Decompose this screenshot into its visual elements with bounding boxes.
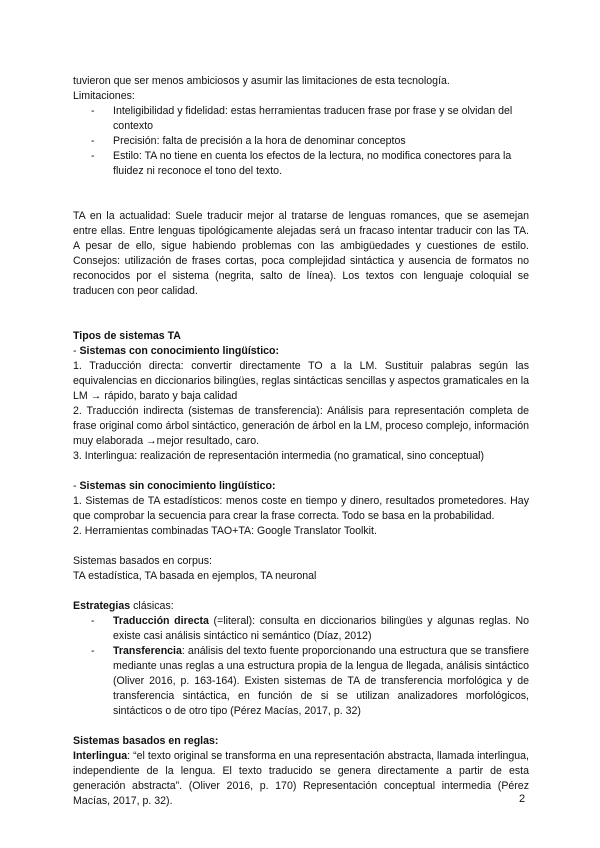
section-heading-tipos: Tipos de sistemas TA	[73, 330, 181, 342]
term: Traducción directa	[113, 615, 209, 627]
definition: : análisis del texto fuente proporcionando una estructura que se transfiere mediante unas reglas a una estructura propia de la lengua de llegada, análisis sintáctico (Oliver 2016, p. 163-164). Existen sistemas de TA de transferencia morfológica y de transferencia sintáctica, en función de si se utilizan analizadores morfológicos, sintácticos o de otro tipo (Pérez Macías, 2017, p. 32)	[113, 645, 529, 717]
list-item: - Estilo: TA no tiene en cuenta los efectos de la lectura, no modifica conectores para la fluidez ni reconoce el tono del texto.	[73, 149, 529, 179]
subheading-con-label: Sistemas con conocimiento lingüístico:	[79, 345, 280, 357]
list-item: 1. Sistemas de TA estadísticos: menos coste en tiempo y dinero, resultados prometedores. Hay que comprobar la secuencia para crear la frase correcta. Todo se basa en la probabilidad.	[73, 495, 529, 522]
subheading-sin-label: Sistemas sin conocimiento lingüístico:	[79, 480, 276, 492]
estrategias-heading-rest: clásicas:	[130, 600, 174, 612]
estrategias-heading	[73, 599, 529, 614]
paragraph-actualidad: TA en la actualidad: Suele traducir mejor al tratarse de lenguas romances, que se asemejan entre ellas. Entre lenguas tipológicamente alejadas será un fracaso intentar traducir con las TA. A pesar de ello, sigue habiendo problemas con las ambigüedades y cuestiones de estilo. Consejos: utilización de frases cortas, poca complejidad sintáctica y ausencia de formatos no reconocidos por el sistema (negrita, salto de línea). Los textos con lenguaje coloquial se traducen con peor calidad.	[73, 210, 529, 297]
corpus-text: TA estadística, TA basada en ejemplos, TA neuronal	[73, 570, 317, 582]
list-item: 2. Herramientas combinadas TAO+TA: Google Translator Toolkit.	[73, 525, 377, 537]
limitaciones-label: Limitaciones:	[73, 90, 135, 102]
list-item: 1. Traducción directa: convertir directamente TO a la LM. Sustituir palabras según las equivalencias en diccionarios bilingües, reglas sintácticas sencillas y aspectos gramaticales en la LM → rápido, barato y baja calidad	[73, 360, 529, 402]
definition: : “el texto original se transforma en una representación abstracta, llamada interlingua, independiente de la lengua. El texto traducido se genera directamente a partir de esta generación abstracta”. (Oliver 2016, p. 170) Representación conceptual intermedia (Pérez Macías, 2017, p. 32).	[73, 750, 529, 807]
dash-prefix: -	[73, 345, 80, 357]
term: Transferencia	[113, 645, 182, 657]
reglas-heading: Sistemas basados en reglas:	[73, 735, 219, 747]
list-item: - Precisión: falta de precisión a la hora de denominar conceptos	[73, 134, 529, 149]
estrategias-list	[73, 614, 529, 719]
limitaciones-list	[73, 104, 529, 179]
list-item: 3. Interlingua: realización de representación intermedia (no gramatical, sino conceptual)	[73, 450, 485, 462]
estrategias-heading-bold: Estrategias	[73, 600, 131, 612]
term: Interlingua	[73, 750, 128, 762]
subheading-con-conocimiento	[73, 344, 529, 359]
list-item	[73, 614, 529, 644]
list-item: 2. Traducción indirecta (sistemas de transferencia): Análisis para representación completa de frase original como árbol sintáctico, generación de árbol en la LM, proceso complejo, información muy elaborada →mejor resultado, caro.	[73, 405, 529, 447]
list-item	[73, 644, 529, 719]
document-body	[73, 74, 529, 809]
paragraph-intro: tuvieron que ser menos ambiciosos y asumir las limitaciones de esta tecnología.	[73, 75, 450, 87]
reglas-paragraph	[73, 749, 529, 809]
list-item: - Inteligibilidad y fidelidad: estas herramientas traducen frase por frase y se olvidan del contexto	[73, 104, 529, 134]
corpus-heading: Sistemas basados en corpus:	[73, 555, 212, 567]
subheading-sin-conocimiento	[73, 479, 529, 494]
page-number: 2	[519, 793, 526, 805]
definition: (=literal): consulta en diccionarios bilingües y algunas reglas. No existe casi análisis sintáctico ni semántico (Díaz, 2012)	[113, 615, 529, 642]
dash-prefix: -	[73, 480, 80, 492]
